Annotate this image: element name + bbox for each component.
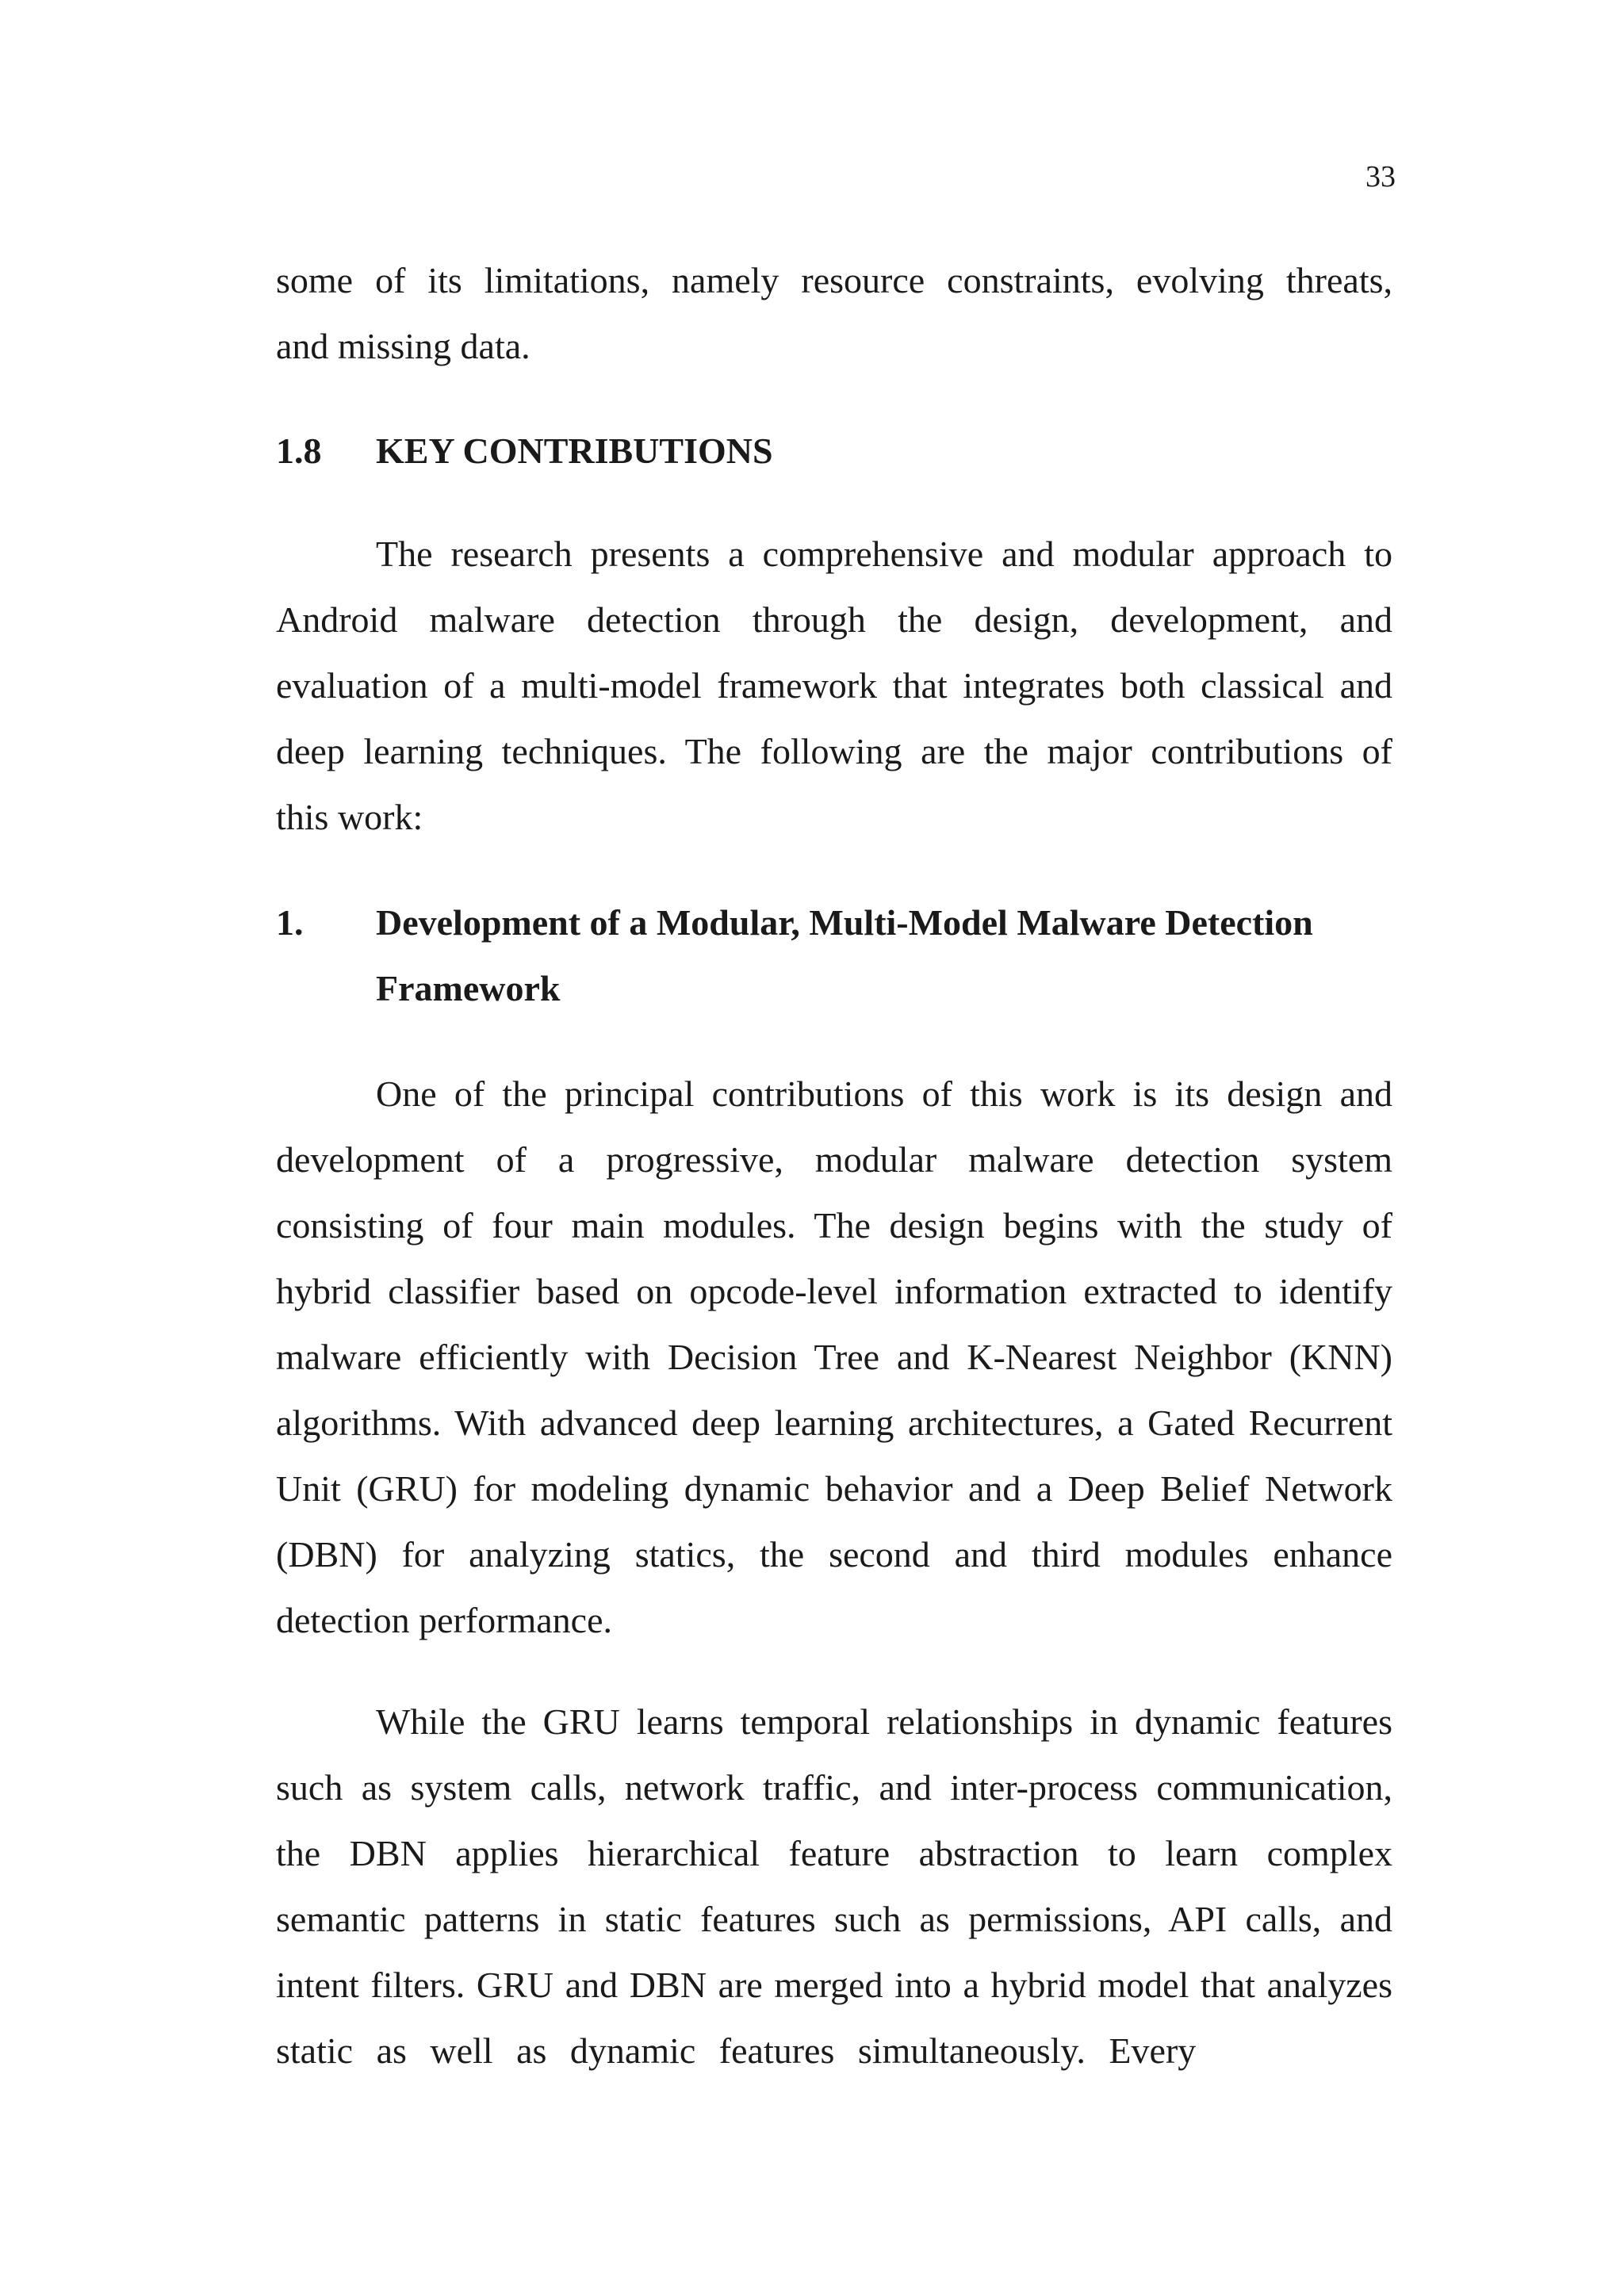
text-line: this work: <box>276 797 423 837</box>
text-line: consisting of four main modules. The design begins with the study of <box>276 1205 1392 1246</box>
text-line: intent filters. GRU and DBN are merged into a hybrid model that analyzes <box>276 1965 1392 2005</box>
text-line: hybrid classifier based on opcode-level information extracted to identify <box>276 1271 1392 1311</box>
section-intro-paragraph <box>276 521 1392 850</box>
text-line: semantic patterns in static features such as permissions, API calls, and <box>276 1899 1392 1939</box>
paragraph-1 <box>276 1061 1392 1653</box>
section-heading <box>276 418 773 484</box>
title-line: Framework <box>376 968 561 1008</box>
text-line: Unit (GRU) for modeling dynamic behavior and a Deep Belief Network <box>276 1468 1392 1509</box>
text-line: development of a progressive, modular malware detection system <box>276 1139 1392 1180</box>
text-line: detection performance. <box>276 1600 612 1640</box>
text-line: While the GRU learns temporal relationships in dynamic features <box>376 1701 1392 1742</box>
section-title: KEY CONTRIBUTIONS <box>376 430 773 471</box>
page-number: 33 <box>1365 160 1396 193</box>
text-line: some of its limitations, namely resource constraints, evolving threats, <box>276 260 1392 300</box>
text-line: One of the principal contributions of this work is its design and <box>376 1073 1392 1114</box>
text-line: and missing data. <box>276 326 530 366</box>
text-line: deep learning techniques. The following are the major contributions of <box>276 731 1392 771</box>
text-line: evaluation of a multi-model framework that integrates both classical and <box>276 665 1392 706</box>
text-line: (DBN) for analyzing statics, the second and third modules enhance <box>276 1534 1392 1575</box>
text-line: static as well as dynamic features simultaneously. Every <box>276 2030 1197 2071</box>
text-line: algorithms. With advanced deep learning architectures, a Gated Recurrent <box>276 1402 1392 1443</box>
text-line: malware efficiently with Decision Tree and K-Nearest Neighbor (KNN) <box>276 1337 1392 1377</box>
section-number: 1.8 <box>276 430 322 471</box>
text-line: Android malware detection through the design, development, and <box>276 599 1392 640</box>
title-line: Development of a Modular, Multi-Model Malware Detection <box>376 902 1313 943</box>
text-line: such as system calls, network traffic, and inter-process communication, <box>276 1767 1392 1808</box>
text-line: The research presents a comprehensive and modular approach to <box>376 534 1392 574</box>
text-line: the DBN applies hierarchical feature abstraction to learn complex <box>276 1833 1392 1873</box>
paragraph-2 <box>276 1689 1392 2084</box>
intro-paragraph <box>276 247 1392 379</box>
contribution-heading <box>276 890 1386 1021</box>
contribution-title <box>376 890 1386 1021</box>
contribution-number: 1. <box>276 902 304 943</box>
